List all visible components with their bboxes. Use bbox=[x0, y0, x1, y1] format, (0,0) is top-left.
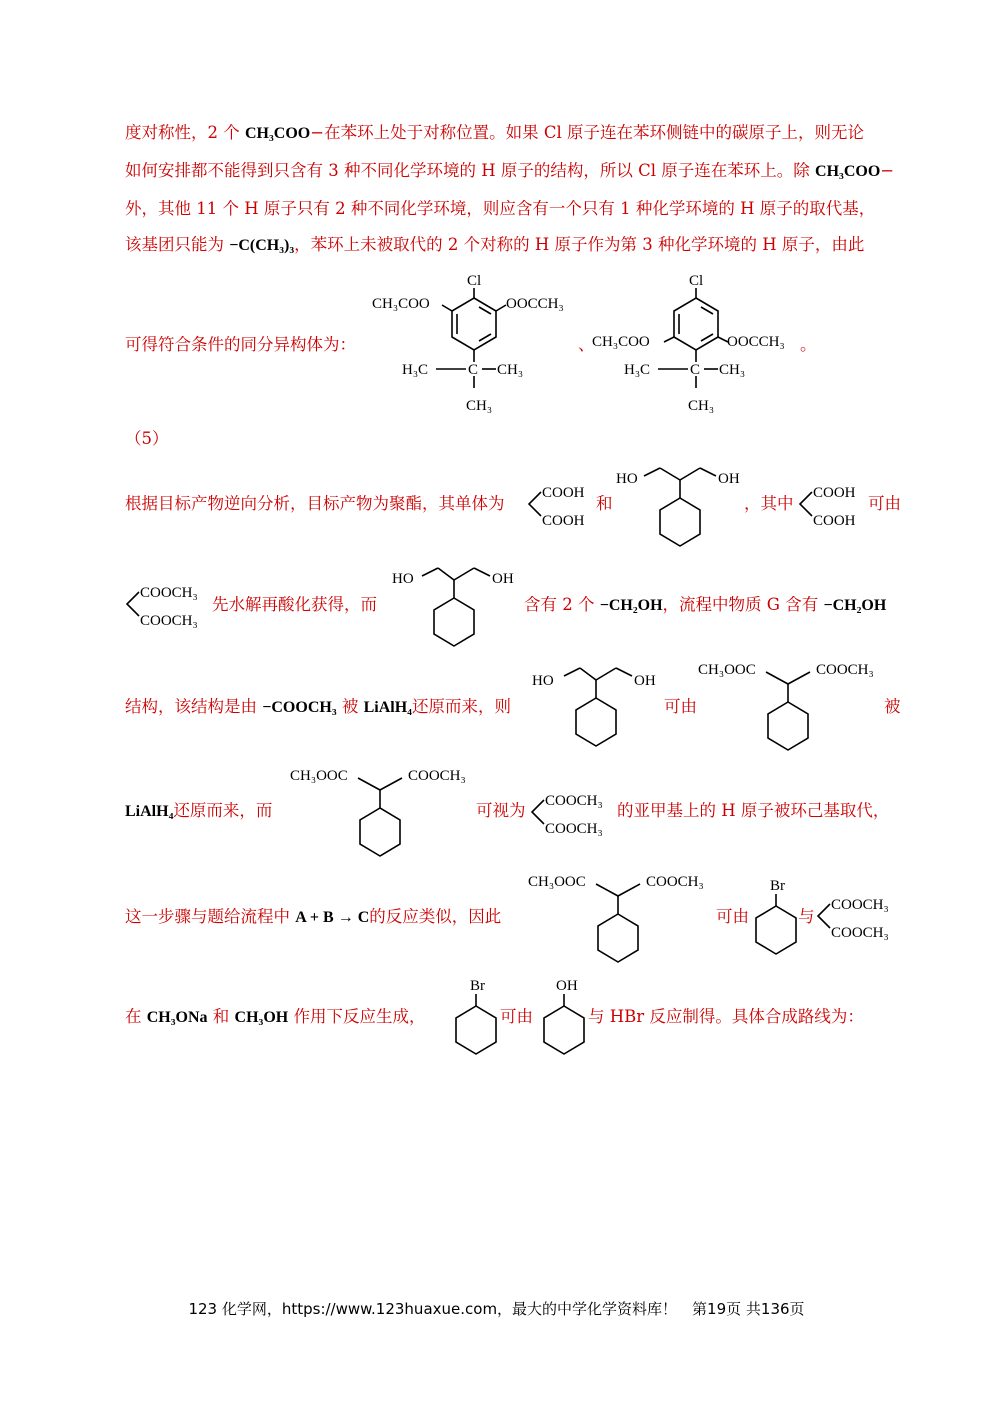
page-footer: 123 化学网，https://www.123huaxue.com，最大的中学化学资料库！ 第19页 共136页 bbox=[188, 1300, 805, 1318]
cooh-label: COOH bbox=[813, 485, 856, 501]
text-segment: 还原而来，而 bbox=[173, 801, 273, 820]
cooch3-label: COOCH₃ bbox=[831, 925, 889, 941]
bromocyclohexane-structure-2 bbox=[450, 974, 502, 1060]
cooch3-label: COOCH₃ bbox=[140, 585, 198, 601]
methyl-bottom-label: CH₃ bbox=[688, 398, 715, 414]
formula-ch3coo: CH₃COO bbox=[815, 163, 881, 180]
text-segment: 被 bbox=[336, 697, 364, 716]
text-line-11e: 与 bbox=[798, 907, 815, 926]
quaternary-c-label: C bbox=[468, 362, 479, 378]
formula-lialh4: LiAlH₄ bbox=[125, 803, 174, 820]
text-line-7b: 和 bbox=[596, 494, 613, 513]
ho-label: HO bbox=[616, 471, 638, 487]
cooch3-label: COOCH₃ bbox=[545, 821, 603, 837]
ester-left-label: CH₃OOC bbox=[290, 768, 348, 784]
text-line-4 bbox=[125, 234, 864, 257]
text-line-12a bbox=[125, 1006, 425, 1029]
end-text: 。 bbox=[800, 335, 817, 354]
ester-left-label: CH₃OOC bbox=[698, 662, 756, 678]
text-line-8a: 先水解再酸化获得，而 bbox=[212, 595, 377, 614]
text-line-5: 可得符合条件的同分异构体为： bbox=[125, 335, 356, 354]
malonic-acid-structure-2 bbox=[796, 478, 876, 530]
text-segment: 度对称性，2 个 bbox=[125, 123, 245, 142]
cooch3-label: COOCH₃ bbox=[545, 793, 603, 809]
cl-label: Cl bbox=[689, 273, 704, 289]
text-segment: 外，其他 11 个 H 原子只有 2 种不同化学环境，则应含有一个只有 1 种化学环境的 H 原子的取代基， bbox=[125, 199, 876, 218]
text-segment: −在苯环上处于对称位置。如果 Cl 原子连在苯环侧链中的碳原子上，则无论 bbox=[310, 123, 864, 142]
text-line-7d: 可由 bbox=[868, 494, 901, 513]
oh-label: OH bbox=[492, 571, 514, 587]
text-segment: 和 bbox=[207, 1007, 235, 1026]
cyclohexanol-structure bbox=[538, 974, 590, 1060]
isomer-2-structure bbox=[588, 268, 798, 420]
acetoxy-right-label: OOCCH₃ bbox=[727, 334, 785, 350]
text-line-7c: ，其中 bbox=[744, 494, 794, 513]
text-line-10a bbox=[125, 800, 272, 823]
text-line-11d: 可由 bbox=[716, 907, 749, 926]
text-line-10d: 的亚甲基上的 H 原子被环己基取代， bbox=[617, 801, 890, 820]
bromocyclohexane-structure-1 bbox=[750, 874, 802, 960]
br-label: Br bbox=[770, 878, 785, 894]
ho-label: HO bbox=[392, 571, 414, 587]
cyclohexyl-diester-structure-3 bbox=[528, 868, 718, 964]
acetoxy-left-label: CH₃COO bbox=[592, 334, 650, 350]
text-segment: 在 bbox=[125, 1007, 147, 1026]
oh-label: OH bbox=[718, 471, 740, 487]
text-line-9a bbox=[125, 696, 511, 719]
quaternary-c-label: C bbox=[690, 362, 701, 378]
formula-tert-butyl: −C(CH₃)₃ bbox=[229, 237, 295, 254]
formula-a-plus-b-to-c: A + B → C bbox=[295, 909, 370, 926]
text-line-11a bbox=[125, 906, 501, 929]
oh-label: OH bbox=[634, 673, 656, 689]
text-line-9g: 被 bbox=[884, 697, 901, 716]
text-segment: 该基团只能为 bbox=[125, 235, 230, 254]
text-segment: 如何安排都不能得到只含有 3 种不同化学环境的 H 原子的结构，所以 Cl 原子连在苯环上。除 bbox=[125, 161, 816, 180]
formula-ch3coo: CH₃COO bbox=[245, 125, 311, 142]
text-segment: 结构，该结构是由 bbox=[125, 697, 263, 716]
cl-label: Cl bbox=[467, 273, 482, 289]
cooh-label: COOH bbox=[542, 513, 585, 529]
text-line-3 bbox=[125, 198, 875, 220]
methyl-right-label: CH₃ bbox=[497, 362, 524, 378]
methyl-left-label: H₃C bbox=[624, 362, 651, 378]
text-segment: ，流程中物质 G 含有 bbox=[662, 595, 824, 614]
diol-structure-1 bbox=[612, 462, 752, 550]
ester-right-label: COOCH₃ bbox=[816, 662, 874, 678]
text-segment: 作用下反应生成， bbox=[288, 1007, 426, 1026]
dimethyl-malonate-structure-3 bbox=[814, 890, 906, 942]
ester-right-label: COOCH₃ bbox=[646, 874, 704, 890]
cooch3-label: COOCH₃ bbox=[140, 613, 198, 629]
ester-left-label: CH₃OOC bbox=[528, 874, 586, 890]
text-segment: 还原而来，则 bbox=[411, 697, 511, 716]
section-number: （5） bbox=[125, 429, 169, 448]
cyclohexyl-diester-structure-1 bbox=[698, 656, 888, 752]
formula-ch3oh: CH₃OH bbox=[234, 1009, 289, 1026]
cooh-label: COOH bbox=[813, 513, 856, 529]
methyl-bottom-label: CH₃ bbox=[466, 398, 493, 414]
text-segment: − bbox=[880, 161, 895, 180]
text-segment: 这一步骤与题给流程中 bbox=[125, 907, 296, 926]
text-segment: 的反应类似，因此 bbox=[369, 907, 502, 926]
cooch3-label: COOCH₃ bbox=[831, 897, 889, 913]
text-line-10c: 可视为 bbox=[476, 801, 526, 820]
ester-right-label: COOCH₃ bbox=[408, 768, 466, 784]
formula-cooch3: −COOCH₃ bbox=[262, 699, 337, 716]
cooh-label: COOH bbox=[542, 485, 585, 501]
formula-lialh4: LiAlH₄ bbox=[363, 699, 412, 716]
separator-text: 、 bbox=[578, 335, 595, 354]
dimethyl-malonate-structure-2 bbox=[528, 786, 620, 838]
text-line-12g: 与 HBr 反应制得。具体合成路线为： bbox=[588, 1007, 864, 1026]
text-line-7a: 根据目标产物逆向分析，目标产物为聚酯，其单体为 bbox=[125, 494, 505, 513]
isomer-1-structure bbox=[360, 268, 564, 420]
diol-structure-3 bbox=[532, 662, 672, 750]
text-line-12f: 可由 bbox=[500, 1007, 533, 1026]
dimethyl-malonate-structure-1 bbox=[123, 578, 215, 630]
br-label: Br bbox=[470, 978, 485, 994]
text-segment: 含有 2 个 bbox=[524, 595, 600, 614]
text-line-8b bbox=[524, 594, 886, 617]
formula-ch2oh: −CH₂OH bbox=[823, 597, 887, 614]
malonic-acid-structure-1 bbox=[525, 478, 605, 530]
methyl-right-label: CH₃ bbox=[719, 362, 746, 378]
text-line-2 bbox=[125, 160, 894, 183]
methyl-left-label: H₃C bbox=[402, 362, 429, 378]
ho-label: HO bbox=[532, 673, 554, 689]
acetoxy-left-label: CH₃COO bbox=[372, 296, 430, 312]
oh-label: OH bbox=[556, 978, 578, 994]
text-line-9f: 可由 bbox=[664, 697, 697, 716]
cyclohexyl-diester-structure-2 bbox=[290, 762, 480, 858]
diol-structure-2 bbox=[390, 562, 530, 650]
acetoxy-right-label: OOCCH₃ bbox=[506, 296, 564, 312]
text-segment: ，苯环上未被取代的 2 个对称的 H 原子作为第 3 种化学环境的 H 原子，由此 bbox=[294, 235, 865, 254]
formula-ch2oh: −CH₂OH bbox=[599, 597, 663, 614]
formula-ch3ona: CH₃ONa bbox=[146, 1009, 208, 1026]
text-line-1 bbox=[125, 122, 864, 145]
